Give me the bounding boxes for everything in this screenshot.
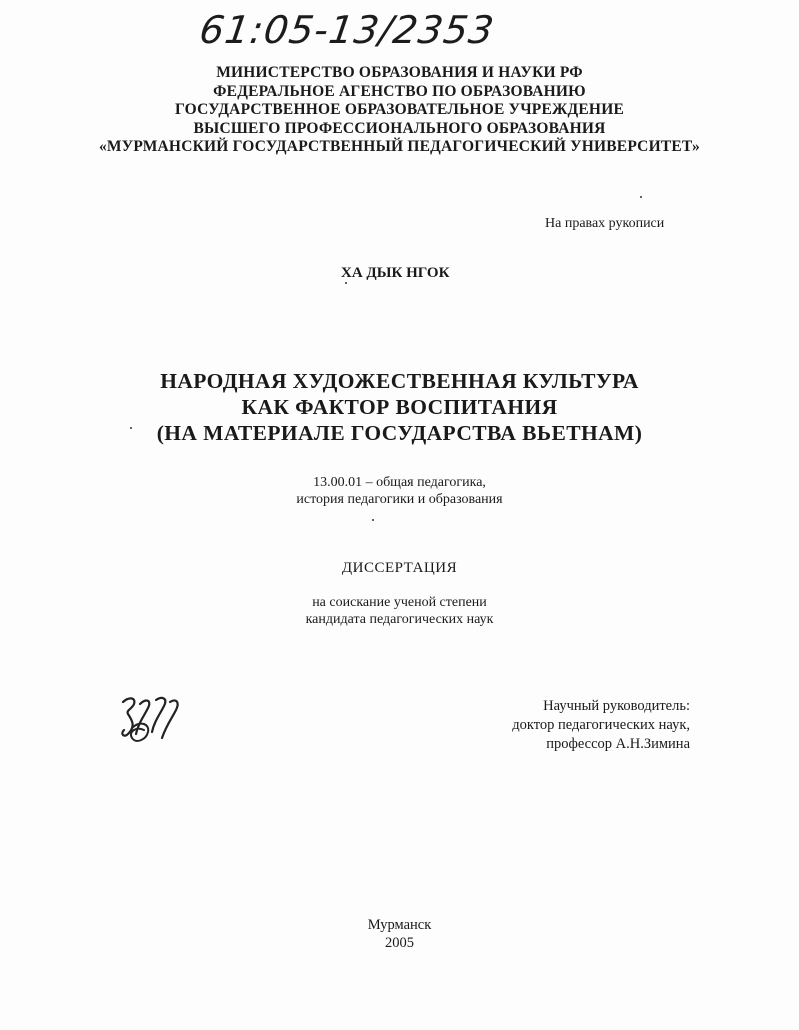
institution-line: ФЕДЕРАЛЬНОЕ АГЕНСТВО ПО ОБРАЗОВАНИЮ — [213, 82, 586, 100]
specialty-code — [0, 474, 799, 508]
manuscript-note: На правах рукописи — [545, 216, 665, 231]
institution-line: «МУРМАНСКИЙ ГОСУДАРСТВЕННЫЙ ПЕДАГОГИЧЕСКИЙ УНИВЕРСИТЕТ» — [98, 138, 700, 155]
supervisor-line: доктор педагогических наук, — [512, 717, 690, 733]
degree-line: на соискание ученой степени — [312, 595, 487, 610]
scan-speck — [130, 427, 132, 429]
dissertation-title — [0, 368, 799, 446]
degree-description — [0, 594, 799, 628]
institution-line: МИНИСТЕРСТВО ОБРАЗОВАНИЯ И НАУКИ РФ — [216, 64, 583, 81]
handwritten-archive-code: 61:05-13/2353 — [196, 8, 498, 52]
title-line: (НА МАТЕРИАЛЕ ГОСУДАРСТВА ВЬЕТНАМ) — [156, 421, 643, 445]
specialty-line: 13.00.01 – общая педагогика, — [313, 475, 486, 490]
year: 2005 — [385, 935, 414, 951]
document-type: ДИССЕРТАЦИЯ — [341, 560, 458, 576]
supervisor-line: профессор А.Н.Зимина — [546, 736, 690, 752]
specialty-line: история педагогики и образования — [296, 492, 503, 507]
scientific-supervisor — [500, 697, 690, 754]
scan-speck — [345, 282, 347, 284]
handwritten-mark-icon — [118, 690, 188, 750]
degree-line: кандидата педагогических наук — [305, 612, 494, 627]
city: Мурманск — [367, 917, 432, 933]
institution-line: ГОСУДАРСТВЕННОЕ ОБРАЗОВАТЕЛЬНОЕ УЧРЕЖДЕНИЕ — [175, 101, 624, 118]
supervisor-line: Научный руководитель: — [543, 698, 690, 714]
scan-speck — [372, 519, 374, 521]
place-and-year — [0, 916, 799, 952]
scan-speck — [640, 196, 642, 198]
author-name: ХА ДЫК НГОК — [341, 265, 450, 281]
institution-header — [0, 64, 799, 157]
institution-line: ВЫСШЕГО ПРОФЕССИОНАЛЬНОГО ОБРАЗОВАНИЯ — [193, 119, 606, 137]
title-line: КАК ФАКТОР ВОСПИТАНИЯ — [241, 395, 558, 419]
title-line: НАРОДНАЯ ХУДОЖЕСТВЕННАЯ КУЛЬТУРА — [160, 369, 639, 393]
